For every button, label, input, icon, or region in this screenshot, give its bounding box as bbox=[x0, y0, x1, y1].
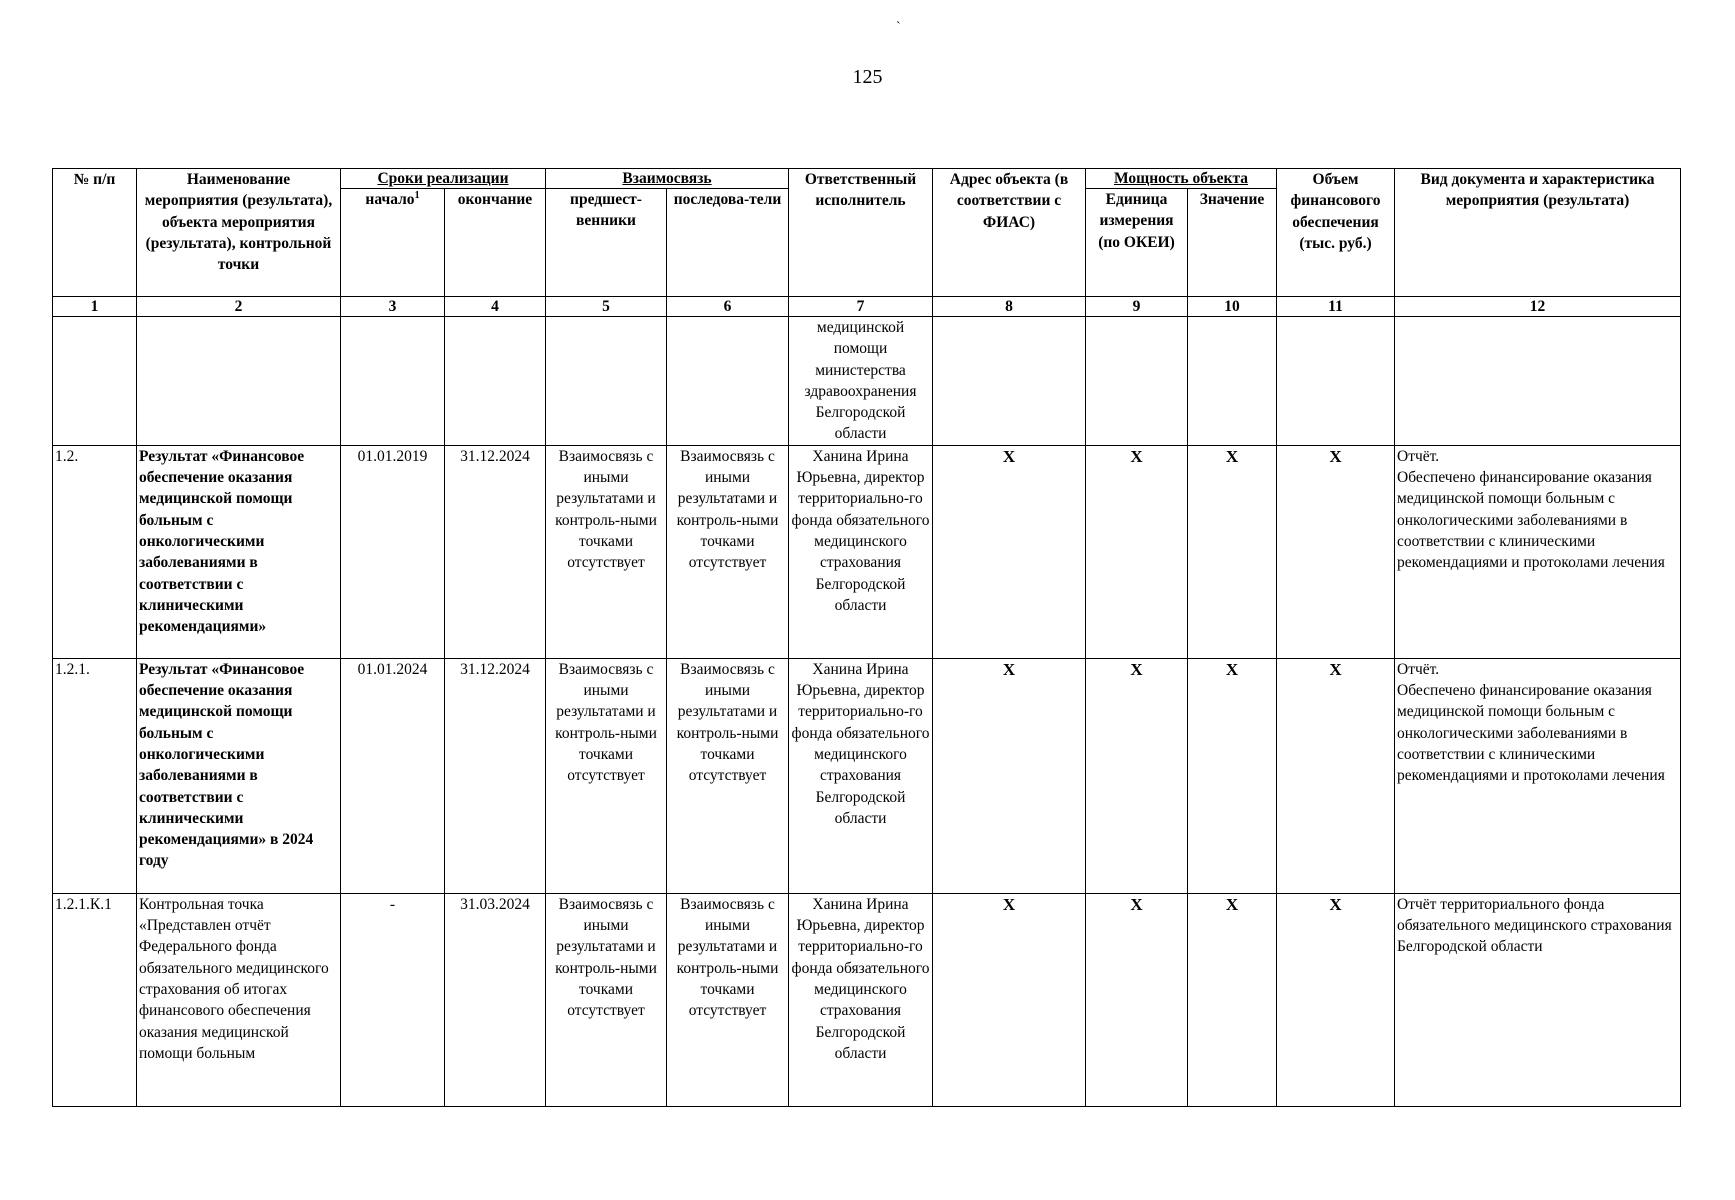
column-number: 5 bbox=[546, 297, 667, 317]
row-number: 1.2.1. bbox=[53, 658, 137, 893]
row-successors: Взаимосвязь с иными результатами и контроль-ными точками отсутствует bbox=[667, 445, 789, 658]
row-address: X bbox=[933, 445, 1086, 658]
row-predecessors: Взаимосвязь с иными результатами и контроль-ными точками отсутствует bbox=[546, 445, 667, 658]
column-number: 12 bbox=[1395, 297, 1681, 317]
row-number: 1.2.1.К.1 bbox=[53, 893, 137, 1106]
header-responsible: Ответственный исполнитель bbox=[789, 169, 933, 297]
header-name: Наименование мероприятия (результата), объекта мероприятия (результата), контрольной точки bbox=[137, 169, 341, 297]
row-number: 1.2. bbox=[53, 445, 137, 658]
header-num: № п/п bbox=[53, 169, 137, 297]
row-responsible: Ханина Ирина Юрьевна, директор территориально-го фонда обязательного медицинского страхования Белгородской области bbox=[789, 445, 933, 658]
page-number: 125 bbox=[852, 66, 883, 88]
row-title: Результат «Финансовое обеспечение оказания медицинской помощи больным с онкологическими заболеваниями в соответствии с клиническими рекомендациями» bbox=[137, 445, 341, 658]
row-end-date: 31.03.2024 bbox=[445, 893, 546, 1106]
column-number: 10 bbox=[1188, 297, 1277, 317]
row-successors: Взаимосвязь с иными результатами и контроль-ными точками отсутствует bbox=[667, 893, 789, 1106]
row-responsible: Ханина Ирина Юрьевна, директор территориально-го фонда обязательного медицинского страхования Белгородской области bbox=[789, 893, 933, 1106]
row-value: X bbox=[1188, 893, 1277, 1106]
row-unit: X bbox=[1086, 445, 1188, 658]
row-document: Отчёт территориального фонда обязательного медицинского страхования Белгородской области bbox=[1395, 893, 1681, 1106]
column-number: 7 bbox=[789, 297, 933, 317]
row-value: X bbox=[1188, 658, 1277, 893]
plan-table bbox=[52, 168, 1681, 1107]
row-unit: X bbox=[1086, 893, 1188, 1106]
empty-cell bbox=[1188, 317, 1277, 446]
row-end-date: 31.12.2024 bbox=[445, 445, 546, 658]
header-address: Адрес объекта (в соответствии с ФИАС) bbox=[933, 169, 1086, 297]
continuation-row bbox=[53, 317, 1681, 446]
row-start-date: - bbox=[341, 893, 445, 1106]
row-document-text: Обеспечено финансирование оказания медицинской помощи больным с онкологическими заболеваниями в соответствии с клиническими рекомендациями и протоколами лечения bbox=[1397, 469, 1665, 572]
row-document-title: Отчёт. bbox=[1397, 660, 1440, 678]
empty-cell bbox=[933, 317, 1086, 446]
header-doc: Вид документа и характеристика мероприятия (результата) bbox=[1395, 169, 1681, 297]
table-row bbox=[53, 445, 1681, 658]
row-title: Результат «Финансовое обеспечение оказания медицинской помощи больным с онкологическими заболеваниями в соответствии с клиническими рекомендациями» в 2024 году bbox=[137, 658, 341, 893]
header-dates-group: Сроки реализации bbox=[341, 169, 546, 189]
empty-cell bbox=[667, 317, 789, 446]
column-number: 6 bbox=[667, 297, 789, 317]
empty-cell bbox=[1395, 317, 1681, 446]
header-start: начало$^1$ bbox=[341, 189, 445, 297]
empty-cell bbox=[137, 317, 341, 446]
header-capacity-group: Мощность объекта bbox=[1086, 169, 1277, 189]
row-start-date: 01.01.2019 bbox=[341, 445, 445, 658]
row-document-text: Обеспечено финансирование оказания медицинской помощи больным с онкологическими заболеваниями в соответствии с клиническими рекомендациями и протоколами лечения bbox=[1397, 682, 1665, 785]
header-unit: Единица измерения (по ОКЕИ) bbox=[1086, 189, 1188, 297]
row-predecessors: Взаимосвязь с иными результатами и контроль-ными точками отсутствует bbox=[546, 893, 667, 1106]
row-document bbox=[1395, 445, 1681, 658]
row-responsible: Ханина Ирина Юрьевна, директор территориально-го фонда обязательного медицинского страхования Белгородской области bbox=[789, 658, 933, 893]
empty-cell bbox=[445, 317, 546, 446]
empty-cell bbox=[1277, 317, 1395, 446]
column-number: 11 bbox=[1277, 297, 1395, 317]
table-row bbox=[53, 658, 1681, 893]
column-number: 2 bbox=[137, 297, 341, 317]
header-finance: Объем финансового обеспечения (тыс. руб.) bbox=[1277, 169, 1395, 297]
row-document bbox=[1395, 658, 1681, 893]
row-address: X bbox=[933, 658, 1086, 893]
header-link-group: Взаимосвязь bbox=[546, 169, 789, 189]
empty-cell bbox=[1086, 317, 1188, 446]
row-finance: X bbox=[1277, 893, 1395, 1106]
header-pred: предшест-венники bbox=[546, 189, 667, 297]
row-predecessors: Взаимосвязь с иными результатами и контроль-ными точками отсутствует bbox=[546, 658, 667, 893]
column-number: 9 bbox=[1086, 297, 1188, 317]
header-succ: последова-тели bbox=[667, 189, 789, 297]
empty-cell bbox=[546, 317, 667, 446]
row-value: X bbox=[1188, 445, 1277, 658]
row-address: X bbox=[933, 893, 1086, 1106]
row-successors: Взаимосвязь с иными результатами и контроль-ными точками отсутствует bbox=[667, 658, 789, 893]
row-finance: X bbox=[1277, 658, 1395, 893]
empty-cell bbox=[341, 317, 445, 446]
row-finance: X bbox=[1277, 445, 1395, 658]
header-end: окончание bbox=[445, 189, 546, 297]
column-number: 4 bbox=[445, 297, 546, 317]
row-end-date: 31.12.2024 bbox=[445, 658, 546, 893]
header-value: Значение bbox=[1188, 189, 1277, 297]
column-number: 8 bbox=[933, 297, 1086, 317]
empty-cell bbox=[53, 317, 137, 446]
responsible-continuation: медицинской помощи министерства здравоохранения Белгородской области bbox=[789, 317, 933, 446]
stray-mark: ` bbox=[896, 20, 901, 35]
row-start-date: 01.01.2024 bbox=[341, 658, 445, 893]
row-title: Контрольная точка «Представлен отчёт Федерального фонда обязательного медицинского страхования об итогах финансового обеспечения оказания медицинской помощи больным bbox=[137, 893, 341, 1106]
table-row bbox=[53, 893, 1681, 1106]
header-row-1 bbox=[53, 169, 1681, 189]
column-number: 1 bbox=[53, 297, 137, 317]
row-document-title: Отчёт. bbox=[1397, 447, 1440, 465]
column-number-row bbox=[53, 297, 1681, 317]
row-unit: X bbox=[1086, 658, 1188, 893]
column-number: 3 bbox=[341, 297, 445, 317]
